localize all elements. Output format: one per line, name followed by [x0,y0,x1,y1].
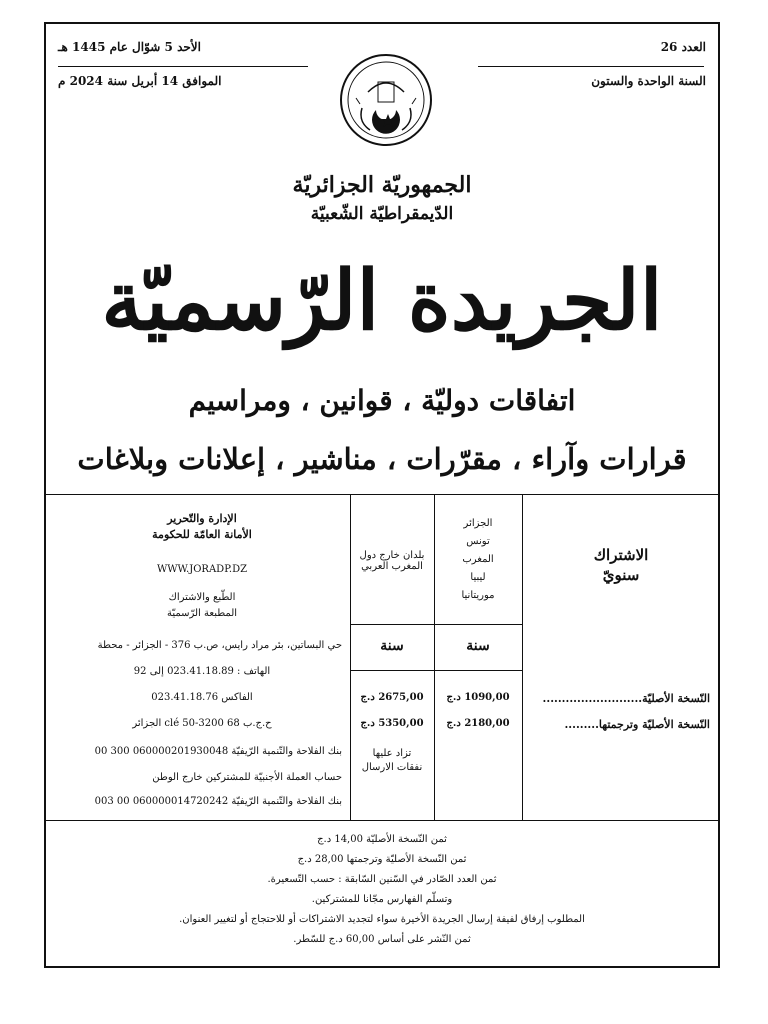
maghreb-countries-list [436,518,520,608]
country-tunisia: تونس [466,536,490,547]
shipping-note-2: نفقات الارسال [361,762,423,773]
republic-name-line1: الجمهوريّة الجزائريّة [292,172,472,198]
website-link[interactable]: WWW.JORADP.DZ [156,564,248,575]
bank-account-2: بنك الفلاحة والتّنمية الرّيفيّة 060000014720242 00 003 [94,796,342,807]
gazette-title: الجريدة الرّسميّة [101,253,663,349]
gazette-subtitle-2: قرارات وآراء ، مقرّرات ، مناشير ، إعلانات وبلاغات [77,442,687,476]
header-rule-left [58,66,308,67]
admin-column-divider [350,494,351,820]
header-rule-right [478,66,704,67]
year-of-publication: السنة الواحدة والستون [591,74,706,88]
bank-account-1: بنك الفلاحة والتّنمية الرّيفيّة 060000201930048 300 00 [94,746,342,757]
maghreb-price-with-translation: 2180,00 د.ج [446,718,510,729]
footer-price-with-translation: ثمن النّسخة الأصليّة وترجمتها 28,00 د.ج [297,854,467,865]
republic-name-line2: الدّيمقراطيّة الشّعبيّة [310,204,454,224]
row-original-copy: النّسخة الأصليّة.......................... [542,692,710,705]
abroad-price-original: 2675,00 د.ج [360,692,424,703]
page-frame [44,22,720,968]
admin-heading-2: الأمانة العامّة للحكومة [152,528,252,541]
print-label-2: المطبعة الرّسميّة [166,608,238,619]
footer-indexes: وتسلّم الفهارس مجّانا للمشتركين. [311,894,453,905]
state-emblem-seal [338,52,434,148]
country-algeria: الجزائر [463,518,493,529]
maghreb-price-original: 1090,00 د.ج [446,692,510,703]
country-mauritania: موريتانيا [461,590,495,601]
hijri-date: الأحد 5 شوّال عام 1445 هـ [58,40,201,54]
print-label-1: الطّبع والاشتراك [168,592,236,603]
country-libya: ليبيا [470,572,486,583]
issue-number: العدد 26 [660,40,706,54]
maghreb-column-divider [522,494,523,820]
footer-price-original: ثمن النّسخة الأصليّة 14,00 د.ج [317,834,447,845]
postal-account: ح.ج.ب 68 clé 50-3200 الجزائر [132,718,272,729]
country-morocco: المغرب [462,554,494,565]
admin-heading-1: الإدارة والتّحرير [167,512,237,525]
gregorian-date: الموافق 14 أبريل سنة 2024 م [58,74,222,88]
subscription-title: الاشتراك [593,546,649,564]
gazette-subtitle-1: اتفاقات دوليّة ، قوانين ، ومراسيم [188,384,576,417]
shipping-note-1: تزاد عليها [372,748,412,759]
foreign-account-label: حساب العملة الأجنبيّة للمشتركين خارج الوطن [152,772,342,783]
postal-address: حي البساتين، بئر مراد رايس، ص.ب 376 - الجزائر - محطة [97,640,342,651]
table-top-rule [46,494,718,495]
abroad-header: بلدان خارج دول المغرب العربي [359,550,425,572]
phone-number: الهاتف : 023.41.18.89 إلى 92 [133,666,271,677]
abroad-column-divider [434,494,435,820]
footer-past-issues: ثمن العدد الصّادر في السّنين السّابقة : حسب التّسعيرة. [267,874,497,885]
abroad-year-label: سنة [380,638,404,654]
price-header-rule [351,624,522,625]
fax-number: الفاكس 023.41.18.76 [151,692,253,703]
table-bottom-rule [46,820,718,821]
year-row-rule [351,670,522,671]
footer-wrapper-note: المطلوب إرفاق لفيفة إرسال الجريدة الأخيرة سواء لتجديد الاشتراكات أو للاحتجاج أو لتغيير العنوان. [179,914,585,925]
maghreb-year-label: سنة [466,638,490,654]
subscription-annual: سنويّ [602,566,640,584]
footer-publication-price: ثمن النّشر على أساس 60,00 د.ج للسّطر. [293,934,471,945]
abroad-price-with-translation: 5350,00 د.ج [360,718,424,729]
row-original-with-translation: النّسخة الأصليّة وترجمتها......... [564,718,710,731]
